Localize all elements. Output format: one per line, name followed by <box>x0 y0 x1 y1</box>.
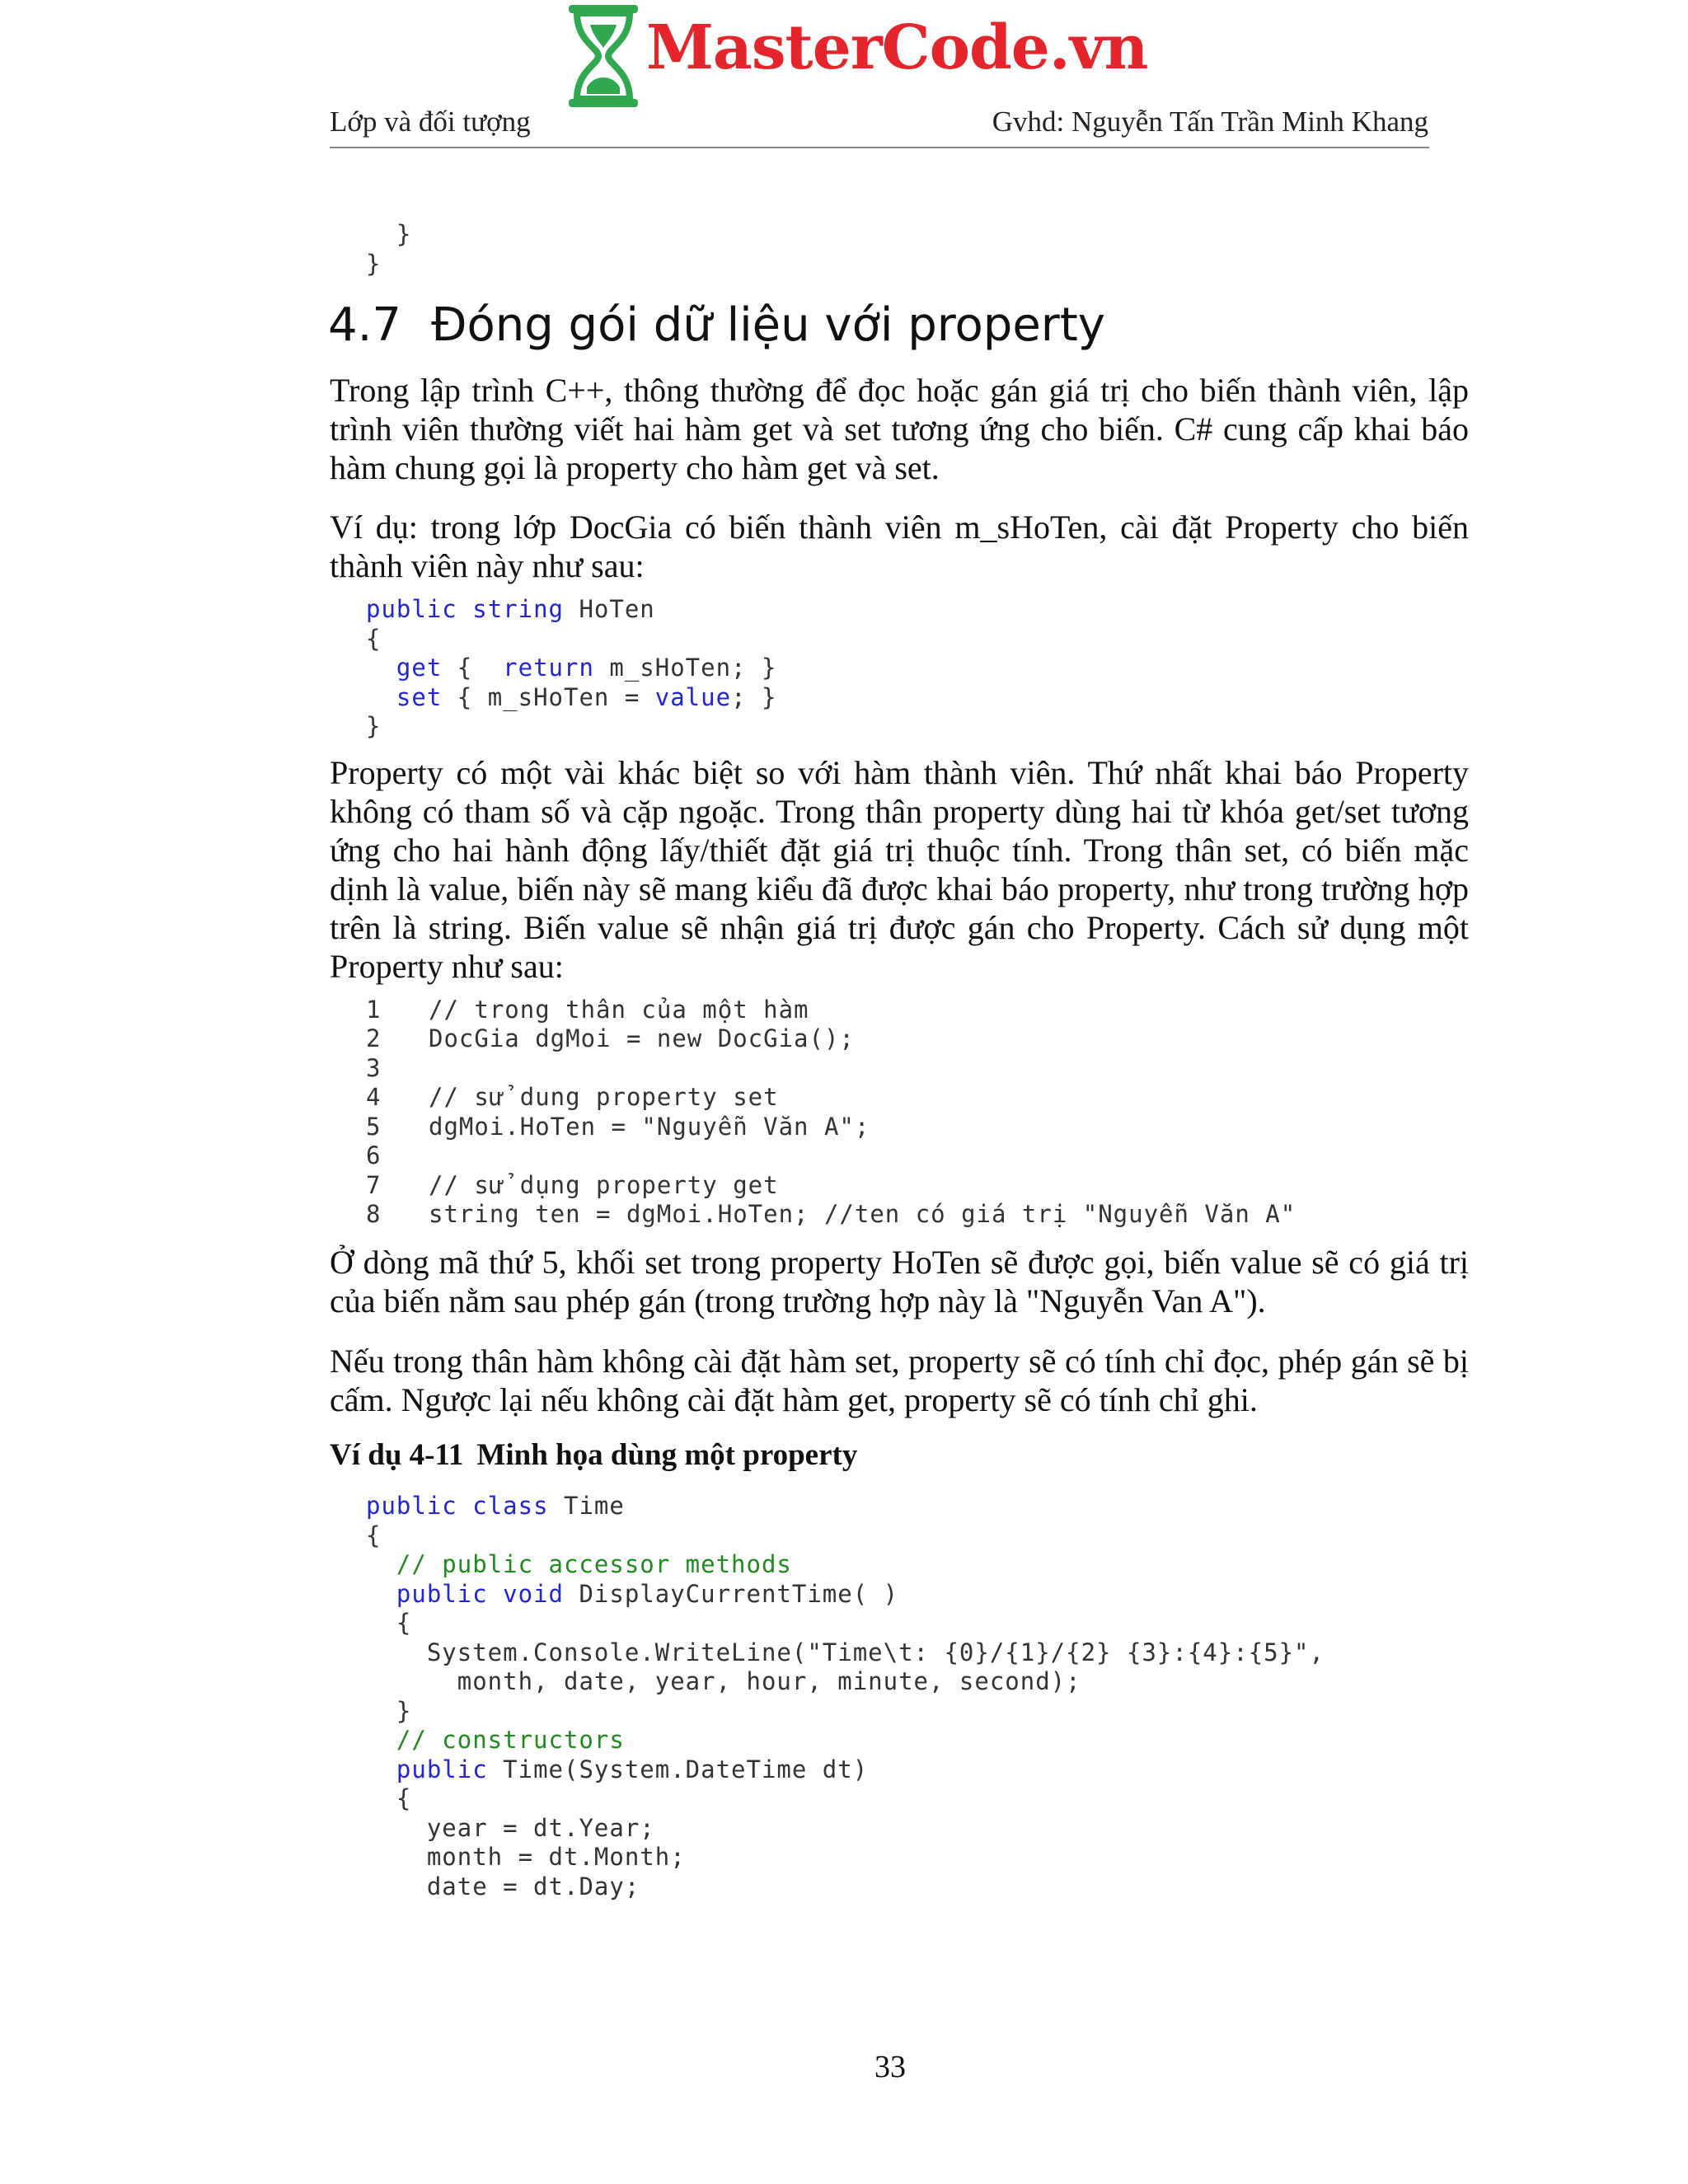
line-number: 2 <box>366 1024 382 1053</box>
keyword: get <box>396 654 443 682</box>
code-line: } <box>366 220 412 248</box>
line-number: 3 <box>366 1053 382 1082</box>
keyword: string <box>472 595 564 623</box>
code-text: month = dt.Month; <box>426 1843 686 1871</box>
example-title: Minh họa dùng một property <box>476 1438 858 1472</box>
code-row <box>366 1200 1296 1230</box>
code-comment: // public accessor methods <box>396 1550 792 1578</box>
header-divider <box>330 147 1429 148</box>
code-text: System.Console.WriteLine("Time\t: {0}/{1}/{2} {3}:{4}:{5}", <box>426 1638 1325 1666</box>
code-text: { <box>366 1521 382 1549</box>
code-text: DocGia dgMoi = new DocGia(); <box>429 1024 855 1053</box>
keyword: public <box>396 1579 488 1608</box>
keyword: void <box>503 1579 564 1608</box>
code-text: // sử dụng property get <box>429 1170 779 1199</box>
closing-braces <box>366 220 411 279</box>
keyword: public <box>366 1492 457 1520</box>
code-comment: // constructors <box>396 1726 625 1754</box>
logo-text: MasterCode.vn <box>646 12 1148 83</box>
example-label: Ví dụ 4-11 <box>330 1438 464 1472</box>
code-text: } <box>366 712 382 740</box>
code-line: } <box>366 249 382 278</box>
paragraph: Ở dòng mã thứ 5, khối set trong property HoTen sẽ được gọi, biến value sẽ có giá trị của biến nằm sau phép gán (trong trường hợp này là "Nguyễn Van A"). <box>330 1244 1469 1319</box>
code-text: } <box>396 1696 412 1725</box>
code-text: date = dt.Day; <box>426 1872 640 1900</box>
paragraph: Property có một vài khác biệt so với hàm thành viên. Thứ nhất khai báo Property không có tham số và cặp ngoặc. Trong thân property dùng hai từ khóa get/set tương ứng cho hai hành động lấy/thiết đặt giá trị thuộc tính. Trong thân set, có biến mặc dịnh là value, biến này sẽ mang kiểu đã được khai báo property, như trong trường hợp trên là string. Biến value sẽ nhận giá trị được gán cho Property. Cách sử dụng một Property như sau: <box>330 754 1469 985</box>
line-number: 6 <box>366 1141 382 1170</box>
code-text: Time <box>548 1492 625 1520</box>
section-title: Đóng gói dữ liệu với property <box>431 298 1105 352</box>
code-text: { <box>396 1609 412 1637</box>
code-text: string ten = dgMoi.HoTen; //ten có giá trị "Nguyễn Văn A" <box>429 1200 1296 1229</box>
code-text: DisplayCurrentTime( ) <box>564 1579 899 1608</box>
line-number: 4 <box>366 1083 382 1112</box>
keyword: public <box>396 1755 488 1783</box>
page-number: 33 <box>874 2050 906 2084</box>
paragraph: Ví dụ: trong lớp DocGia có biến thành viên m_sHoTen, cài đặt Property cho biến thành viên này như sau: <box>330 509 1469 584</box>
keyword: value <box>654 682 732 711</box>
code-row <box>366 1083 1296 1113</box>
code-row <box>366 1112 1296 1141</box>
property-code-block <box>366 595 776 742</box>
line-number: 8 <box>366 1200 382 1229</box>
hourglass-icon <box>565 2 641 110</box>
code-row <box>366 1024 1296 1054</box>
running-header-left: Lớp và đối tượng <box>330 105 531 138</box>
code-row <box>366 1053 1296 1083</box>
section-heading <box>328 298 1105 352</box>
keyword: public <box>366 595 457 623</box>
code-text: ; } <box>731 682 777 711</box>
code-text: m_sHoTen; } <box>593 654 777 682</box>
code-text: { m_sHoTen = <box>442 682 655 711</box>
section-number: 4.7 <box>328 298 402 352</box>
logo <box>565 0 1147 111</box>
keyword: set <box>396 682 443 711</box>
code-row <box>366 1141 1296 1171</box>
running-header-right: Gvhd: Nguyễn Tấn Trần Minh Khang <box>992 105 1428 138</box>
usage-code-block <box>366 995 1296 1229</box>
keyword: return <box>503 654 594 682</box>
code-text: month, date, year, hour, minute, second); <box>457 1667 1081 1695</box>
example-caption <box>330 1437 857 1473</box>
code-text: // trong thân của một hàm <box>429 995 809 1024</box>
keyword: class <box>472 1492 549 1520</box>
paragraph: Trong lập trình C++, thông thường để đọc hoặc gán giá trị cho biến thành viên, lập trình viên thường viết hai hàm get và set tương ứng cho biến. C# cung cấp khai báo hàm chung gọi là property cho hàm get và set. <box>330 372 1469 486</box>
code-text: HoTen <box>564 595 655 623</box>
example-code-block <box>366 1492 1325 1901</box>
code-row <box>366 1170 1296 1200</box>
code-text: { <box>442 654 504 682</box>
paragraph: Nếu trong thân hàm không cài đặt hàm set, property sẽ có tính chỉ đọc, phép gán sẽ bị cấm. Ngược lại nếu không cài đặt hàm get, property sẽ có tính chỉ ghi. <box>330 1343 1469 1418</box>
code-text: // sử dung property set <box>429 1083 779 1112</box>
line-number: 7 <box>366 1170 382 1199</box>
code-text: dgMoi.HoTen = "Nguyễn Văn A"; <box>429 1112 870 1141</box>
line-number: 5 <box>366 1112 382 1141</box>
line-number: 1 <box>366 995 382 1024</box>
code-text: { <box>366 624 382 653</box>
code-text: year = dt.Year; <box>426 1813 655 1842</box>
code-text: Time(System.DateTime dt) <box>487 1755 869 1783</box>
code-row <box>366 995 1296 1024</box>
code-text: { <box>396 1784 412 1812</box>
